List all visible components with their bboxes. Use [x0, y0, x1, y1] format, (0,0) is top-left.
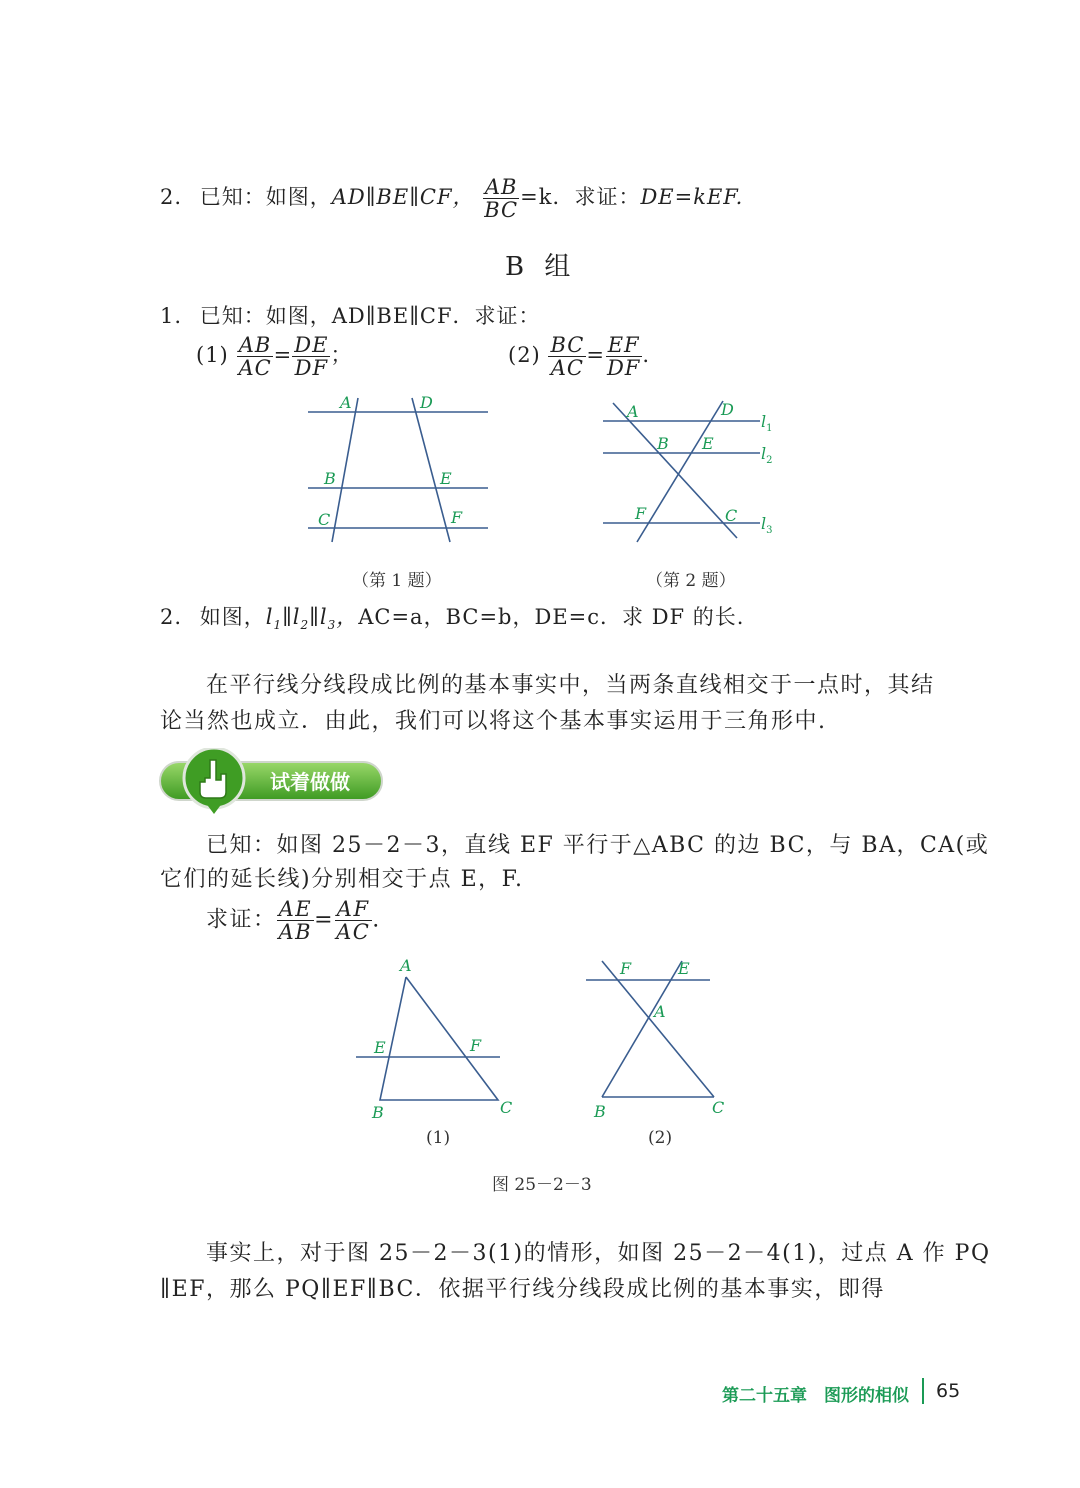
fraction-ae-ab	[277, 898, 315, 943]
figure-caption: 图 25－2－3	[492, 1175, 592, 1195]
point-label-f: F	[451, 508, 463, 527]
fraction-denominator: AC	[336, 920, 371, 945]
point-label-f: F	[470, 1036, 482, 1055]
figure-caption-q1: （第 1 题）	[352, 571, 442, 591]
fraction-denominator: BC	[484, 198, 519, 223]
question-number: 1.	[160, 304, 183, 328]
try-line-2: 它们的延长线)分别相交于点 E，F.	[160, 867, 524, 892]
paragraph-line: 论当然也成立．由此，我们可以将这个基本事实运用于三角形中.	[160, 709, 827, 734]
page-number: 65	[936, 1380, 961, 1402]
fraction-numerator: BC	[550, 333, 585, 357]
fraction-denominator: DF	[294, 356, 329, 381]
try-prove: 求证： $\frac{AE}{AB}$ = $\frac{AF}{AC}$ .	[206, 897, 381, 945]
fraction-numerator: DE	[294, 333, 329, 357]
question-text-rest: AC=a，BC=b，DE=c．求 DF 的长.	[358, 605, 745, 629]
fraction-af-ac	[334, 898, 372, 943]
point-label-a: A	[627, 402, 639, 421]
fraction-denominator: AC	[550, 356, 584, 381]
b-group-question-1	[160, 300, 541, 330]
figure-caption-q2: （第 2 题）	[646, 571, 736, 591]
point-label-e: E	[678, 959, 690, 978]
question-text: 如图，	[199, 605, 266, 629]
point-label-e: E	[440, 469, 452, 488]
fraction-bc-ac	[548, 334, 586, 379]
section-title-b: B 组	[505, 252, 577, 282]
question-number: 2.	[160, 185, 183, 210]
part-label: (1)	[196, 343, 229, 368]
fraction-denominator: DF	[606, 356, 641, 381]
fraction-numerator: AB	[484, 175, 518, 199]
fraction-de-df	[292, 334, 330, 379]
point-label-d: D	[420, 393, 433, 412]
point-label-a: A	[654, 1002, 666, 1021]
point-label-b: B	[324, 469, 336, 488]
point-label-a: A	[340, 393, 352, 412]
point-label-c: C	[712, 1098, 725, 1117]
try-line-1: 已知：如图 25－2－3，直线 EF 平行于△ABC 的边 BC，与 BA，CA(或	[206, 833, 990, 858]
fraction-ef-df	[605, 334, 642, 379]
question-claim: DE=kEF.	[640, 185, 744, 210]
fraction-ab-bc	[482, 176, 520, 221]
point-label-c: C	[725, 506, 738, 525]
point-label-b: B	[594, 1102, 606, 1121]
subfigure-caption-2: (2)	[648, 1128, 673, 1148]
a-group-question-2	[160, 176, 743, 221]
fraction-denominator: AC	[238, 356, 272, 381]
b-group-q1-part2: (2) $\frac{BC}{AC}$ = $\frac{EF}{DF}$ .	[508, 333, 651, 381]
fraction-denominator: AB	[278, 920, 313, 945]
punctuation: ；	[330, 343, 353, 368]
line-label-l1: $l_1$	[761, 412, 773, 434]
point-label-a: A	[400, 956, 412, 975]
figure-question-1	[300, 390, 500, 550]
point-label-b: B	[657, 434, 669, 453]
line-label-l3: $l_3$	[761, 514, 773, 536]
question-text: 已知：如图，	[199, 185, 332, 210]
figure-25-2-3-2	[580, 955, 740, 1125]
question-number: 2.	[160, 605, 183, 629]
fraction-ab-ac	[236, 334, 273, 379]
punctuation: .	[642, 343, 651, 368]
punctuation: .	[372, 907, 381, 933]
point-label-c: C	[500, 1098, 513, 1117]
question-eq: =k．求证：	[520, 185, 641, 210]
fraction-numerator: AB	[238, 333, 272, 357]
line-label-l2: $l_2$	[761, 444, 773, 466]
fraction-numerator: AF	[336, 897, 370, 921]
banner-label: 试着做做	[270, 770, 350, 794]
part-label: (2)	[508, 343, 541, 368]
fraction-numerator: AE	[278, 897, 313, 921]
point-label-f: F	[620, 959, 632, 978]
point-label-c: C	[318, 510, 331, 529]
question-given: AD∥BE∥CF，	[331, 185, 475, 210]
b-group-q1-part1: (1) $\frac{AB}{AC}$ = $\frac{DE}{DF}$ ；	[196, 333, 353, 381]
point-label-e: E	[702, 434, 714, 453]
point-label-d: D	[721, 400, 734, 419]
footer-divider	[922, 1378, 924, 1404]
paragraph-line: ∥EF，那么 PQ∥EF∥BC．依据平行线分线段成比例的基本事实，即得	[160, 1277, 885, 1302]
chapter-footer: 第二十五章 图形的相似	[722, 1386, 909, 1406]
paragraph-line: 事实上，对于图 25－2－3(1)的情形，如图 25－2－4(1)，过点 A 作 PQ	[206, 1241, 991, 1266]
fraction-numerator: EF	[607, 333, 640, 357]
parallel-lines: $l_1\parallel l_2\parallel l_3$，	[265, 605, 359, 633]
point-label-f: F	[635, 504, 647, 523]
paragraph-line: 在平行线分线段成比例的基本事实中，当两条直线相交于一点时，其结	[206, 673, 935, 698]
point-label-b: B	[372, 1103, 384, 1122]
figure-25-2-3-1	[350, 955, 530, 1125]
question-text: 已知：如图，AD∥BE∥CF．求证：	[199, 304, 541, 328]
try-it-banner	[158, 748, 388, 818]
point-label-e: E	[374, 1038, 386, 1057]
figure-question-2	[595, 395, 785, 545]
subfigure-caption-1: (1)	[426, 1128, 451, 1148]
b-group-question-2	[160, 601, 744, 632]
prove-prefix: 求证：	[206, 907, 277, 933]
